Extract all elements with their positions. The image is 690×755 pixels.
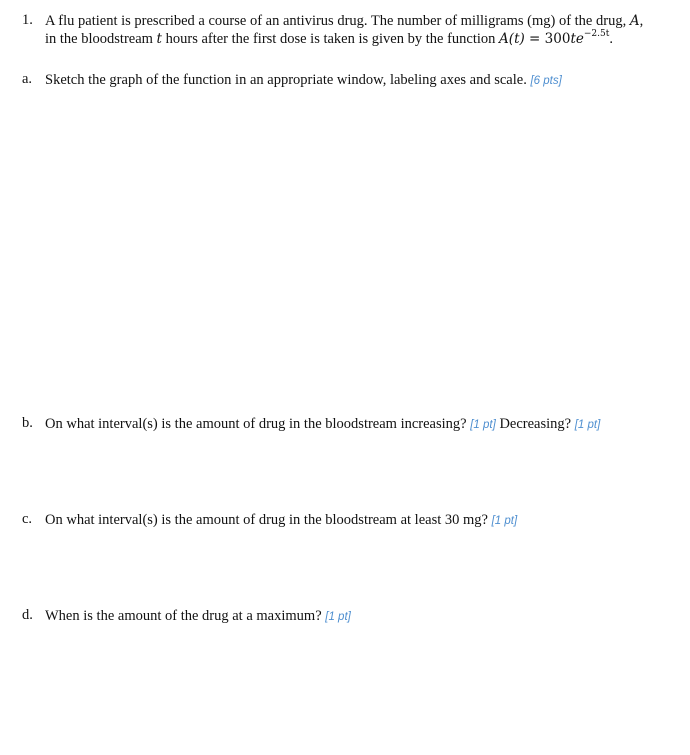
problem-statement — [45, 12, 665, 48]
part-a-points: [6 pts] — [530, 75, 562, 87]
part-b-points-decreasing: [1 pt] — [574, 419, 601, 431]
function-formula: $A(t) = 300te^{-2.5t}$ — [499, 28, 610, 47]
problem-number: 1. — [22, 12, 33, 28]
part-a-question: Sketch the graph of the function in an appropriate window, labeling axes and scale. — [45, 72, 527, 88]
part-d-points: [1 pt] — [325, 611, 351, 623]
part-b-question-increasing: On what interval(s) is the amount of drug in the bloodstream increasing? — [45, 416, 467, 432]
function-exponent: −2.5t — [583, 28, 610, 39]
problem-line-2: in the bloodstream t hours after the first dose is taken is given by the function $A(t) = 300te^{-2.5t}$. — [45, 28, 613, 47]
variable-A: A — [629, 13, 640, 29]
part-c-label: c. — [22, 511, 33, 527]
part-c-points: [1 pt] — [491, 515, 518, 527]
part-c-question: On what interval(s) is the amount of drug in the bloodstream at least 30 mg? — [45, 512, 488, 528]
part-b-points-increasing: [1 pt] — [470, 419, 496, 431]
variable-t: t — [156, 31, 162, 47]
part-b-label: b. — [22, 415, 33, 431]
part-d-question: When is the amount of the drug at a maximum? — [45, 608, 322, 624]
problem-line-1: A flu patient is prescribed a course of an antivirus drug. The number of milligrams (mg) of the drug, A, — [45, 13, 644, 29]
part-b-question-decreasing: Decreasing? — [499, 416, 572, 432]
part-d-label: d. — [22, 607, 33, 623]
part-a-label: a. — [22, 71, 33, 87]
